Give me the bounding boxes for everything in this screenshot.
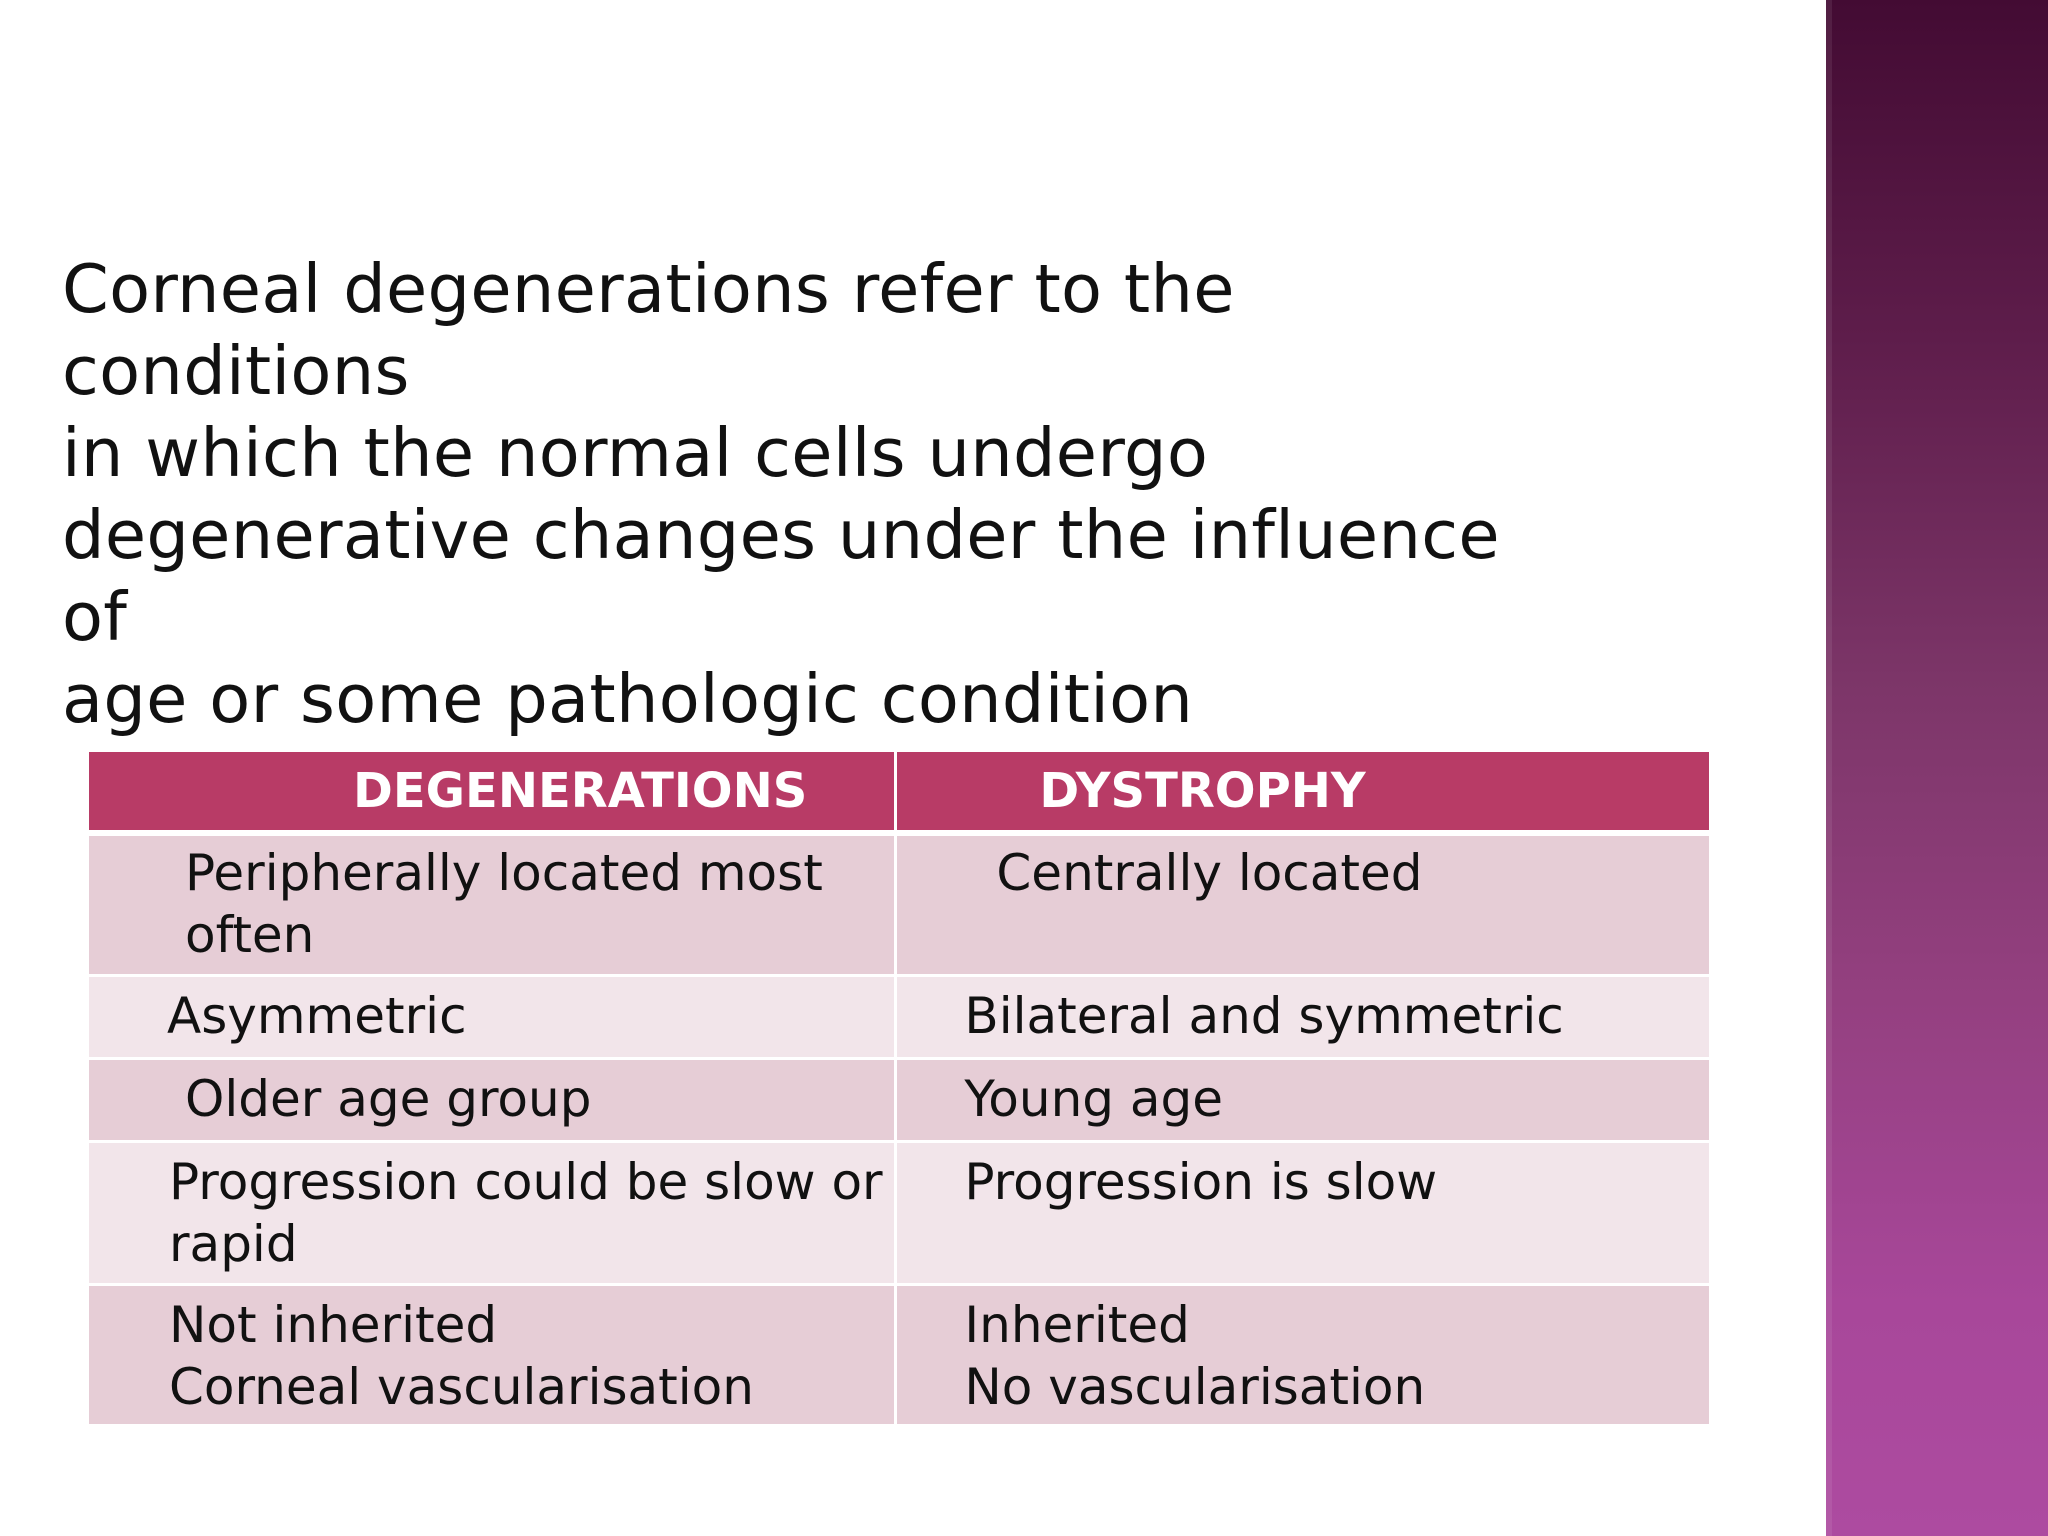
cell-text: Older age group	[185, 1070, 592, 1128]
comparison-table	[89, 752, 1709, 1427]
header-degenerations-label: DEGENERATIONS	[353, 763, 808, 819]
cell-text: Young age	[964, 1070, 1224, 1128]
intro-paragraph: Corneal degenerations refer to the conditions in which the normal cells undergo degenerative changes under the influence of age or some pathologic condition	[62, 250, 1500, 738]
header-dystrophy-label: DYSTROPHY	[1039, 763, 1366, 819]
table-cell	[89, 1060, 897, 1143]
table-header-row	[89, 752, 1709, 836]
table-cell	[89, 836, 897, 977]
table-cell	[897, 1060, 1709, 1143]
table-cell	[89, 1286, 897, 1427]
cell-text: Progression could be slow or rapid	[169, 1153, 883, 1273]
table-row	[89, 1143, 1709, 1286]
table-cell	[89, 1143, 897, 1286]
cell-text: Not inherited Corneal vascularisation	[169, 1296, 754, 1416]
table-row	[89, 1060, 1709, 1143]
table-row	[89, 977, 1709, 1060]
table-cell	[89, 977, 897, 1060]
table-cell	[897, 1143, 1709, 1286]
header-degenerations	[89, 752, 897, 836]
table-cell	[897, 1286, 1709, 1427]
table-row	[89, 1286, 1709, 1427]
cell-text: Peripherally located most often	[185, 844, 823, 964]
cell-text: Centrally located	[996, 844, 1423, 902]
cell-text: Inherited No vascularisation	[964, 1296, 1426, 1416]
cell-text: Progression is slow	[964, 1153, 1438, 1211]
table-row	[89, 836, 1709, 977]
table-cell	[897, 977, 1709, 1060]
decorative-side-band	[1826, 0, 2048, 1536]
cell-text: Asymmetric	[167, 987, 467, 1045]
table-cell	[897, 836, 1709, 977]
cell-text: Bilateral and symmetric	[964, 987, 1564, 1045]
header-dystrophy	[897, 752, 1709, 836]
